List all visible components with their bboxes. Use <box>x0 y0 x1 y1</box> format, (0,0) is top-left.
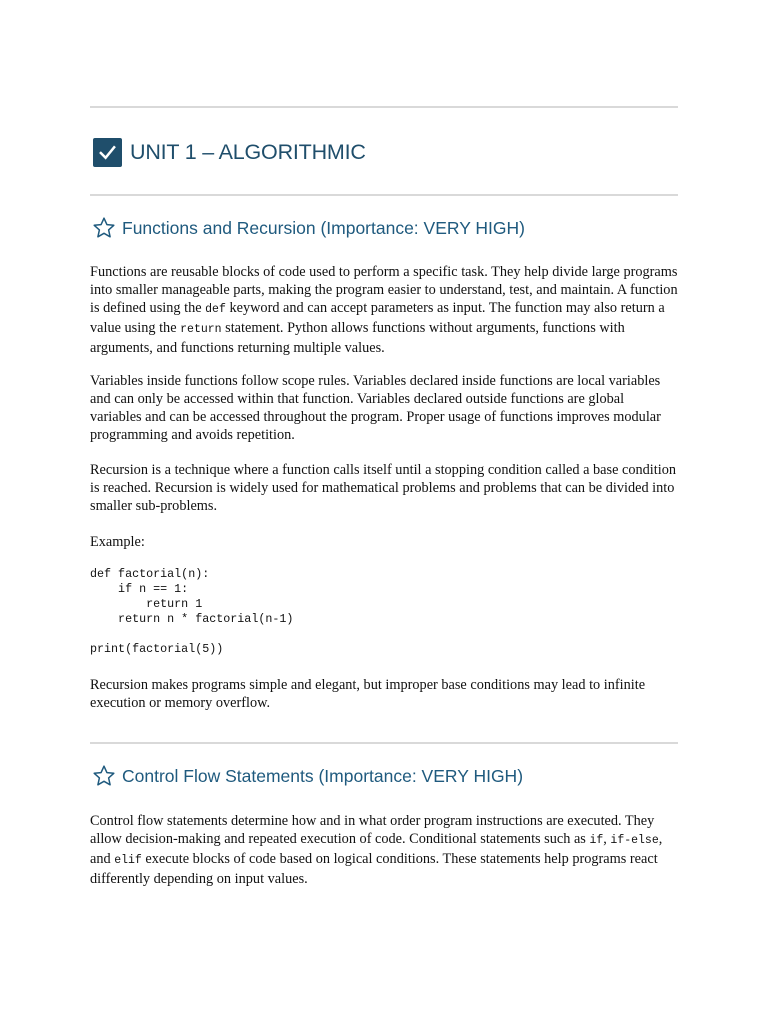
section-heading-control-flow <box>92 764 523 788</box>
paragraph-recursion: Recursion is a technique where a function calls itself until a stopping condition called a base condition is reached. Recursion is widely used for mathematical problems and problems that can be divided into smaller sub-problems. <box>90 462 677 514</box>
inline-code: if-else <box>610 834 659 847</box>
inline-code: return <box>180 323 222 336</box>
paragraph-recursion-summary: Recursion makes programs simple and elegant, but improper base conditions may lead to infinite execution or memory overflow. <box>90 677 646 711</box>
checkbox-checked-icon <box>93 138 122 167</box>
inline-code: if <box>589 834 604 847</box>
paragraph-functions: Functions are reusable blocks of code used to perform a specific task. They help divide large programs into smaller manageable parts, making the program easier to understand, test, and maintain. A function is defined using the def keyword and can accept parameters as input. The function may also return a value using the return statement. Python allows functions without arguments, functions with arguments, and functions returning multiple values. <box>90 264 678 356</box>
unit-title: UNIT 1 – ALGORITHMIC <box>130 140 366 164</box>
inline-code: def <box>205 303 226 316</box>
paragraph-control-flow: Control flow statements determine how and in what order program instructions are executed. They allow decision-making and repeated execution of code. Conditional statements such as if, if-else, and elif execute blocks of code based on logical conditions. These statements help programs react differently depending on input values. <box>90 813 663 887</box>
star-outline-icon <box>92 216 116 240</box>
example-label: Example: <box>90 534 145 550</box>
section-divider <box>90 742 678 744</box>
section-heading-functions <box>92 216 525 240</box>
inline-code: elif <box>114 854 142 867</box>
unit-divider <box>90 194 678 196</box>
paragraph-scope: Variables inside functions follow scope rules. Variables declared inside functions are local variables and can only be accessed within that function. Variables declared outside functions are global variables and can be accessed throughout the program. Proper usage of functions improves modular programming and avoids repetition. <box>90 373 661 443</box>
unit-heading <box>93 138 366 167</box>
section-title: Functions and Recursion (Importance: VERY HIGH) <box>122 217 525 238</box>
star-outline-icon <box>92 764 116 788</box>
code-block: def factorial(n): if n == 1: return 1 return n * factorial(n-1) print(factorial(5)) <box>90 567 294 656</box>
top-divider <box>90 106 678 108</box>
section-title: Control Flow Statements (Importance: VERY HIGH) <box>122 765 524 786</box>
